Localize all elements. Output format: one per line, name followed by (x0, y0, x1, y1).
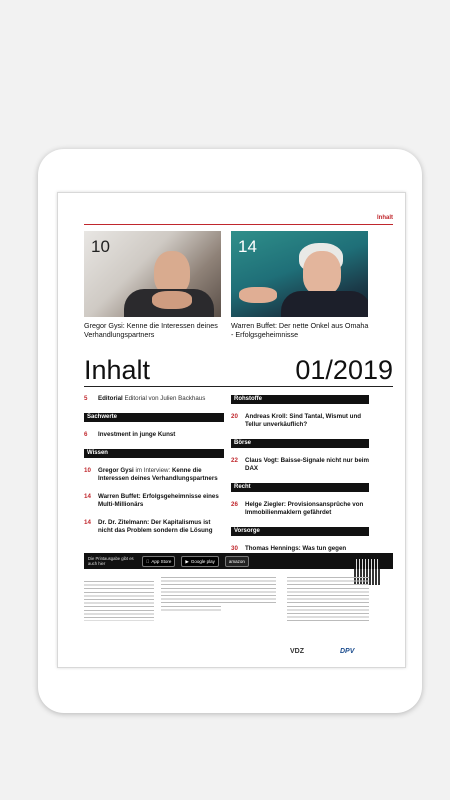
vdz-logo: VDZ (290, 648, 304, 655)
imprint-column (287, 577, 369, 621)
feature-photo-gysi[interactable] (84, 231, 221, 317)
toc-title: Helge Ziegler: Provisionsansprüche von Immobilienmaklern gefährdet (245, 501, 364, 516)
category-wissen: Wissen (84, 449, 224, 458)
photo-credit (372, 231, 378, 317)
section-tag: Inhalt (377, 215, 393, 221)
masthead-title: Inhalt (84, 355, 151, 385)
toc-title: Andreas Kroll: Sind Tantal, Wismut und Tellur unverkäuflich? (245, 413, 362, 428)
amazon-button[interactable] (225, 556, 249, 567)
feature-page-number: 14 (238, 237, 257, 256)
toc-entry[interactable] (84, 519, 224, 535)
toc-entry[interactable] (84, 431, 224, 439)
toc-title: Claus Vogt: Baisse-Signale nicht nur beim DAX (245, 457, 369, 472)
toc-page: 5 (84, 395, 88, 402)
imprint-column (84, 577, 154, 621)
toc-entry[interactable] (231, 457, 369, 473)
toc-entry[interactable] (231, 413, 369, 429)
feature-caption[interactable]: Gregor Gysi: Kenne die Interessen deines Verhandlungspartners (84, 321, 218, 339)
category-recht: Recht (231, 483, 369, 492)
play-icon: ▶ (182, 558, 186, 564)
toc-subtitle: im Interview: (133, 467, 172, 474)
toc-title: Dr. Dr. Zitelmann: Der Kapitalismus ist nicht das Problem sondern die Lösung (98, 519, 213, 534)
category-vorsorge: Vorsorge (231, 527, 369, 536)
toc-page: 26 (231, 501, 238, 508)
toc-page: 30 (231, 545, 238, 552)
app-store-button[interactable] (142, 556, 175, 567)
promo-text: Die Printausgabe gibt es auch hier (88, 556, 134, 566)
magazine-page[interactable] (57, 192, 406, 668)
toc-title: Investment in junge Kunst (98, 431, 176, 438)
publisher-logos (290, 648, 384, 655)
category-boerse: Börse (231, 439, 369, 448)
app-store-label: App Store (148, 558, 169, 564)
toc-title: Warren Buffet: Erfolgsgeheimnisse eines Multi-Millionärs (98, 493, 219, 508)
imprint-column (221, 577, 276, 605)
toc-entry[interactable] (84, 493, 224, 509)
imprint-column (161, 577, 221, 611)
imprint-lines (84, 581, 154, 621)
amazon-label: amazon (225, 558, 242, 564)
toc-entry[interactable] (84, 395, 224, 403)
toc-page: 14 (84, 493, 91, 500)
toc-title: Editorial (98, 395, 123, 402)
issue-number: 01/2019 (295, 355, 393, 385)
promo-bar (84, 553, 393, 569)
dpv-logo: DPV (340, 648, 355, 655)
toc-entry[interactable] (231, 501, 369, 517)
toc-title: Gregor Gysi (98, 467, 134, 474)
toc-page: 6 (84, 431, 88, 438)
feature-caption[interactable]: Warren Buffet: Der nette Onkel aus Omaha - Erfolgsgeheimnisse (231, 321, 369, 339)
category-sachwerte: Sachwerte (84, 413, 224, 422)
toc-subtitle: Editorial von Julien Backhaus (122, 395, 206, 402)
portrait-hand (239, 287, 277, 303)
toc-title-continued: Kenne die Interessen deines Verhandlungspartners (98, 467, 218, 482)
portrait-body (281, 291, 368, 317)
toc-column-right (225, 395, 369, 571)
top-rule (84, 224, 393, 225)
toc-column-left (84, 395, 224, 545)
portrait-head (303, 251, 341, 295)
portrait-hands (152, 291, 192, 309)
apple-icon (146, 559, 149, 564)
feature-page-number: 10 (91, 237, 110, 256)
toc-page: 20 (231, 413, 238, 420)
feature-photo-buffet[interactable] (231, 231, 368, 317)
toc-entry[interactable] (84, 467, 224, 483)
category-rohstoffe: Rohstoffe (231, 395, 369, 404)
toc-page: 10 (84, 467, 91, 474)
masthead (84, 353, 393, 387)
imprint-lines (287, 577, 369, 621)
imprint-lines (221, 577, 276, 605)
google-play-label: Google play (187, 558, 212, 564)
toc-title: Thomas Hennings: Was tun gegen (245, 545, 347, 552)
toc-page: 22 (231, 457, 238, 464)
google-play-button[interactable] (181, 556, 219, 567)
imprint-lines (161, 577, 221, 611)
toc-page: 14 (84, 519, 91, 526)
